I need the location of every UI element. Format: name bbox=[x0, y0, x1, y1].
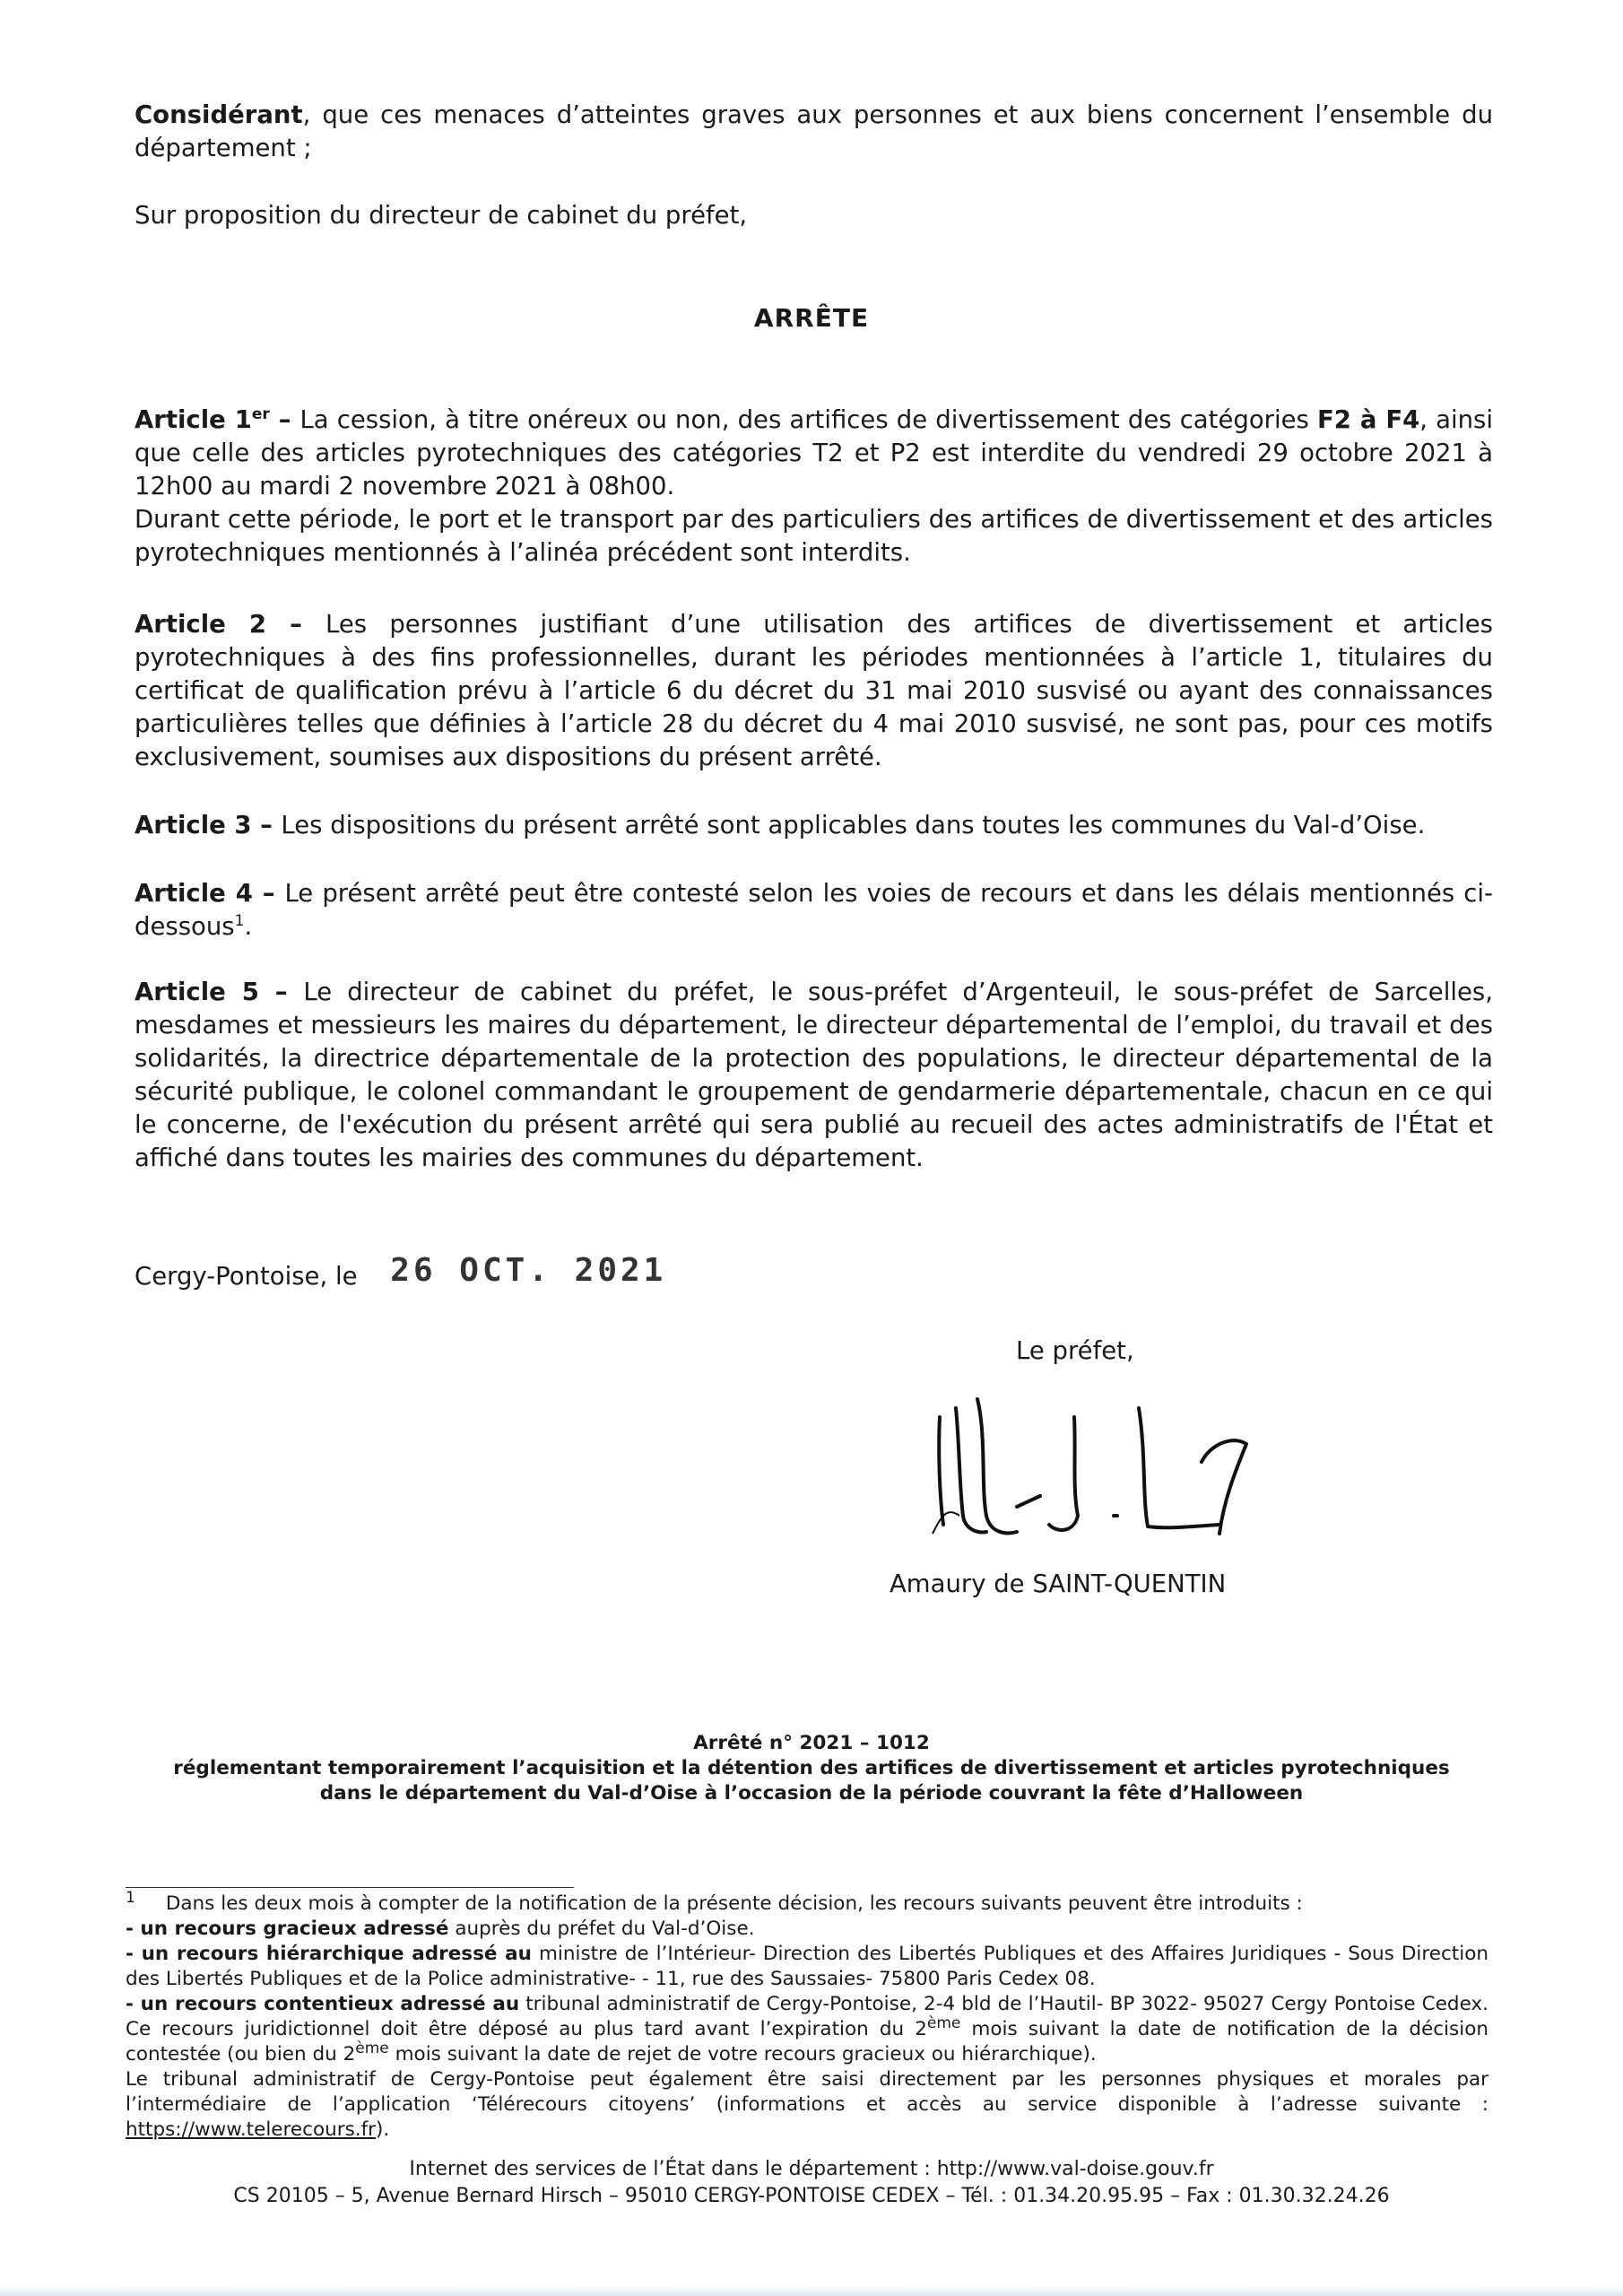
article-5-text: Le directeur de cabinet du préfet, le sous-préfet d’Argenteuil, le sous-préfet de Sarcelles, mesdames et messieurs les maires du département, le directeur départemental de l’emploi, du travail et des solidarités, la directrice départementale de la protection des populations, le directeur départemental de la sécurité publique, le colonel commandant le groupement de gendarmerie départementale, chacun en ce qui le concerne, de l'exécution du présent arrêté qui sera publié au recueil des actes administratifs de l'État et affiché dans toutes les mairies des communes du département. bbox=[135, 978, 1493, 1172]
signature-block bbox=[807, 1336, 1345, 1605]
article-1 bbox=[135, 404, 1493, 570]
footnote-intro: $^1$ Dans les deux mois à compter de la notification de la présente décision, les recours suivants peuvent être introduits : bbox=[126, 1888, 1303, 1915]
telerecours-link[interactable]: https://www.telerecours.fr bbox=[126, 2118, 377, 2141]
article-1-bold-text: F2 à F4 bbox=[1316, 405, 1420, 434]
article-1-text-2: Durant cette période, le port et le transport par des particuliers des artifices de divertissement et des articles pyrotechniques mentionnés à l’alinéa précédent sont interdits. bbox=[135, 505, 1493, 567]
footnote-recours-hierarchique: - un recours hiérarchique adressé au ministre de l’Intérieur- Direction des Libertés Publiques et des Affaires Juridiques - Sous Direction des Libertés Publiques et de la Police administrative- - 11, rue des Saussaies- 75800 Paris Cedex 08. bbox=[126, 1943, 1488, 1990]
footnote-recours-gracieux: - un recours gracieux adressé auprès du préfet du Val-d’Oise. bbox=[126, 1918, 755, 1940]
article-2-text: Les personnes justifiant d’une utilisation des artifices de divertissement et articles pyrotechniques à des fins professionnelles, durant les périodes mentionnées à l’article 1, titulaires du certificat de qualification prévu à l’article 6 du décret du 31 mai 2010 susvisé ou ayant des connaissances particulières telles que définies à l’article 28 du décret du 4 mai 2010 susvisé, ne sont pas, pour ces motifs exclusivement, soumises aux dispositions du présent arrêté. bbox=[135, 610, 1493, 771]
place-date bbox=[135, 1252, 1493, 1293]
article-4: Article 4 – Le présent arrêté peut être contesté selon les voies de recours et dans les délais mentionnés ci-dessous$^1$. bbox=[135, 879, 1493, 941]
scan-edge bbox=[0, 2285, 1623, 2296]
arrete-subject-line-1: réglementant temporairement l’acquisition et la détention des artifices de divertissement et articles pyrotechniques bbox=[173, 1757, 1450, 1779]
proposition-paragraph: Sur proposition du directeur de cabinet du préfet, bbox=[135, 201, 748, 230]
footnote-ref: 1 bbox=[234, 911, 245, 930]
considerant-paragraph bbox=[135, 99, 1493, 165]
article-2-label: Article 2 – bbox=[135, 610, 325, 639]
signatory-role: Le préfet, bbox=[1016, 1336, 1134, 1365]
address-website: Internet des services de l’État dans le département : http://www.val-doise.gouv.fr bbox=[409, 2158, 1214, 2180]
article-3-text: Les dispositions du présent arrêté sont applicables dans toutes les communes du Val-d’Oise. bbox=[281, 811, 1426, 839]
place-date-prefix: Cergy-Pontoise, le bbox=[135, 1262, 358, 1291]
handwritten-signature bbox=[924, 1381, 1300, 1552]
arrete-number: Arrêté n° 2021 – 1012 bbox=[693, 1732, 930, 1754]
footnote-telerecours: Le tribunal administratif de Cergy-Pontoise peut également être saisi directement par les personnes physiques et morales par l’intermédiaire de l’application ‘Télérecours citoyens’ (informations et accès au service disponible à l’adresse suivante : https://www.telerecours.fr). bbox=[126, 2068, 1488, 2141]
article-1-text-after: , ainsi que celle des articles pyrotechniques des catégories T2 et P2 est interdite du vendredi 29 octobre 2021 à 12h00 au mardi 2 novembre 2021 à 08h00. bbox=[135, 405, 1493, 500]
decision-title: ARRÊTE bbox=[753, 303, 870, 333]
article-1-label: Article 1er – bbox=[135, 404, 300, 434]
prefecture-address bbox=[0, 2156, 1623, 2210]
footnotes bbox=[126, 1887, 1488, 2143]
arrete-reference bbox=[0, 1731, 1623, 1806]
address-postal: CS 20105 – 5, Avenue Bernard Hirsch – 95010 CERGY-PONTOISE CEDEX – Tél. : 01.34.20.95.95 – Fax : 01.30.32.24.26 bbox=[233, 2185, 1390, 2207]
considerant-lead: Considérant bbox=[135, 100, 303, 129]
article-4-text: Le présent arrêté peut être contesté selon les voies de recours et dans les délais mentionnés ci-dessous bbox=[135, 879, 1493, 941]
article-4-label: Article 4 – bbox=[135, 879, 285, 908]
date-stamp: 26 OCT. 2021 bbox=[390, 1252, 667, 1289]
arrete-subject-line-2: dans le département du Val-d’Oise à l’occasion de la période couvrant la fête d’Halloween bbox=[319, 1782, 1304, 1805]
article-1-text: La cession, à titre onéreux ou non, des artifices de divertissement des catégories bbox=[299, 405, 1317, 434]
article-5 bbox=[135, 976, 1493, 1175]
article-3-label: Article 3 – bbox=[135, 811, 282, 839]
footnote-recours-contentieux: - un recours contentieux adressé au tribunal administratif de Cergy-Pontoise, 2-4 bld de l’Hautil- BP 3022- 95027 Cergy Pontoise Cedex. Ce recours juridictionnel doit être déposé au plus tard avant l’expiration du 2ème mois suivant la date de notification de la décision contestée (ou bien du 2ème mois suivant la date de rejet de votre recours gracieux ou hiérarchique). bbox=[126, 1993, 1488, 2066]
article-5-label: Article 5 – bbox=[135, 978, 304, 1006]
footnote-rule bbox=[126, 1887, 574, 1888]
article-2 bbox=[135, 608, 1493, 774]
article-3 bbox=[135, 809, 1493, 842]
considerant-text: , que ces menaces d’atteintes graves aux personnes et aux biens concernent l’ensemble du département ; bbox=[135, 100, 1493, 162]
signatory-name: Amaury de SAINT-QUENTIN bbox=[890, 1570, 1227, 1598]
